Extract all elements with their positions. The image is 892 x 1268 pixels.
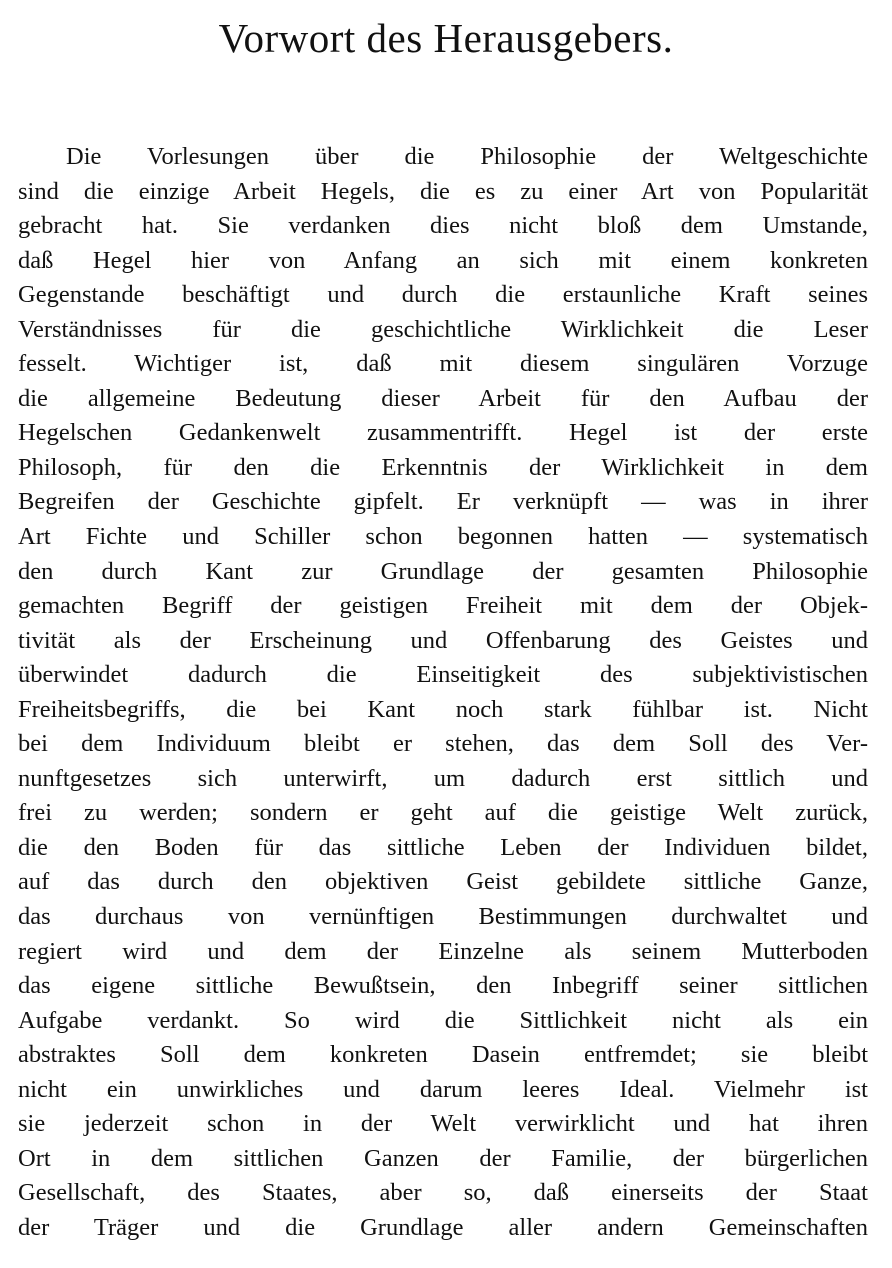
text-line: Gegenstande beschäftigt und durch die erstaunliche Kraft seines <box>18 281 868 309</box>
text-line: auf das durch den objektiven Geist gebildete sittliche Ganze, <box>18 868 868 896</box>
text-line: sie jederzeit schon in der Welt verwirklicht und hat ihren <box>18 1110 868 1138</box>
text-line: nunftgesetzes sich unterwirft, um dadurch erst sittlich und <box>18 764 868 792</box>
text-line: daß Hegel hier von Anfang an sich mit einem konkreten <box>18 246 868 274</box>
text-line: tivität als der Erscheinung und Offenbarung des Geistes und <box>18 626 868 654</box>
body-paragraph <box>18 140 868 1246</box>
text-line: Aufgabe verdankt. So wird die Sittlichkeit nicht als ein <box>18 1006 868 1034</box>
text-line: sind die einzige Arbeit Hegels, die es zu einer Art von Popularität <box>18 177 868 205</box>
text-line: Hegelschen Gedankenwelt zusammentrifft. Hegel ist der erste <box>18 419 868 447</box>
text-line: Ort in dem sittlichen Ganzen der Familie, der bürgerlichen <box>18 1144 868 1172</box>
text-line: Begreifen der Geschichte gipfelt. Er verknüpft — was in ihrer <box>18 488 868 516</box>
text-line: gemachten Begriff der geistigen Freiheit mit dem der Objek- <box>18 592 868 620</box>
text-line: Verständnisses für die geschichtliche Wirklichkeit die Leser <box>18 315 868 343</box>
text-line: Freiheitsbegriffs, die bei Kant noch stark fühlbar ist. Nicht <box>18 695 868 723</box>
text-line: Die Vorlesungen über die Philosophie der Weltgeschichte <box>66 143 868 170</box>
text-line: die den Boden für das sittliche Leben der Individuen bildet, <box>18 833 868 861</box>
text-line: fesselt. Wichtiger ist, daß mit diesem singulären Vorzuge <box>18 350 868 378</box>
text-line: Gesellschaft, des Staates, aber so, daß einerseits der Staat <box>18 1179 868 1207</box>
text-line: das durchaus von vernünftigen Bestimmungen durchwaltet und <box>18 903 868 931</box>
text-line: Art Fichte und Schiller schon begonnen hatten — systematisch <box>18 523 868 551</box>
text-line: die allgemeine Bedeutung dieser Arbeit für den Aufbau der <box>18 384 868 412</box>
text-line: den durch Kant zur Grundlage der gesamten Philosophie <box>18 557 868 585</box>
text-line: regiert wird und dem der Einzelne als seinem Mutterboden <box>18 937 868 965</box>
text-line: der Träger und die Grundlage aller andern Gemeinschaften <box>18 1213 868 1241</box>
text-line: nicht ein unwirkliches und darum leeres Ideal. Vielmehr ist <box>18 1075 868 1103</box>
text-line: Philosoph, für den die Erkenntnis der Wirklichkeit in dem <box>18 453 868 481</box>
text-line: bei dem Individuum bleibt er stehen, das dem Soll des Ver- <box>18 730 868 758</box>
text-line: das eigene sittliche Bewußtsein, den Inbegriff seiner sittlichen <box>18 972 868 1000</box>
text-line: gebracht hat. Sie verdanken dies nicht bloß dem Umstande, <box>18 212 868 240</box>
page-title: Vorwort des Herausgebers. <box>218 15 674 61</box>
text-line: frei zu werden; sondern er geht auf die geistige Welt zurück, <box>18 799 868 827</box>
text-line: überwindet dadurch die Einseitigkeit des subjektivistischen <box>18 661 868 689</box>
text-line: abstraktes Soll dem konkreten Dasein entfremdet; sie bleibt <box>18 1041 868 1069</box>
